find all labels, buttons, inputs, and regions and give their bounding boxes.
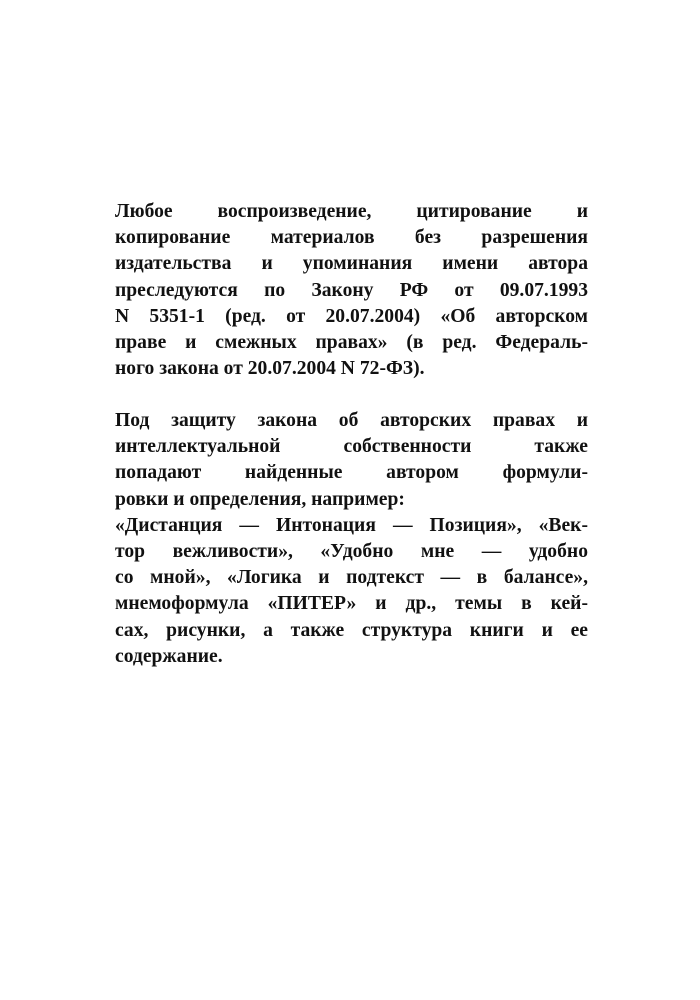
copyright-paragraph-law — [115, 199, 588, 382]
text-line: N 5351-1 (ред. от 20.07.2004) «Об авторском — [115, 305, 588, 327]
text-line: копирование материалов без разрешения — [115, 227, 588, 249]
text-line: интеллектуальной собственности также — [115, 436, 588, 458]
text-line: Любое воспроизведение, цитирование и — [115, 201, 588, 222]
text-line: ровки и определения, например: — [115, 488, 405, 510]
text-line: ного закона от 20.07.2004 N 72-ФЗ). — [115, 358, 425, 380]
text-line: со мной», «Логика и подтекст — в балансе», — [115, 567, 588, 589]
text-line: Под защиту закона об авторских правах и — [115, 410, 588, 431]
text-line: содержание. — [115, 645, 223, 667]
text-line: сах, рисунки, а также структура книги и ее — [115, 619, 588, 641]
text-line: преследуются по Закону РФ от 09.07.1993 — [115, 279, 588, 301]
text-line: издательства и упоминания имени автора — [115, 253, 588, 275]
text-line: «Дистанция — Интонация — Позиция», «Век- — [115, 514, 588, 536]
text-line: праве и смежных правах» (в ред. Федераль- — [115, 332, 588, 354]
text-line: тор вежливости», «Удобно мне — удобно — [115, 541, 588, 563]
copyright-paragraph-protected-content — [115, 408, 588, 670]
text-line: попадают найденные автором формули- — [115, 462, 588, 484]
text-line: мнемоформула «ПИТЕР» и др., темы в кей- — [115, 593, 588, 615]
